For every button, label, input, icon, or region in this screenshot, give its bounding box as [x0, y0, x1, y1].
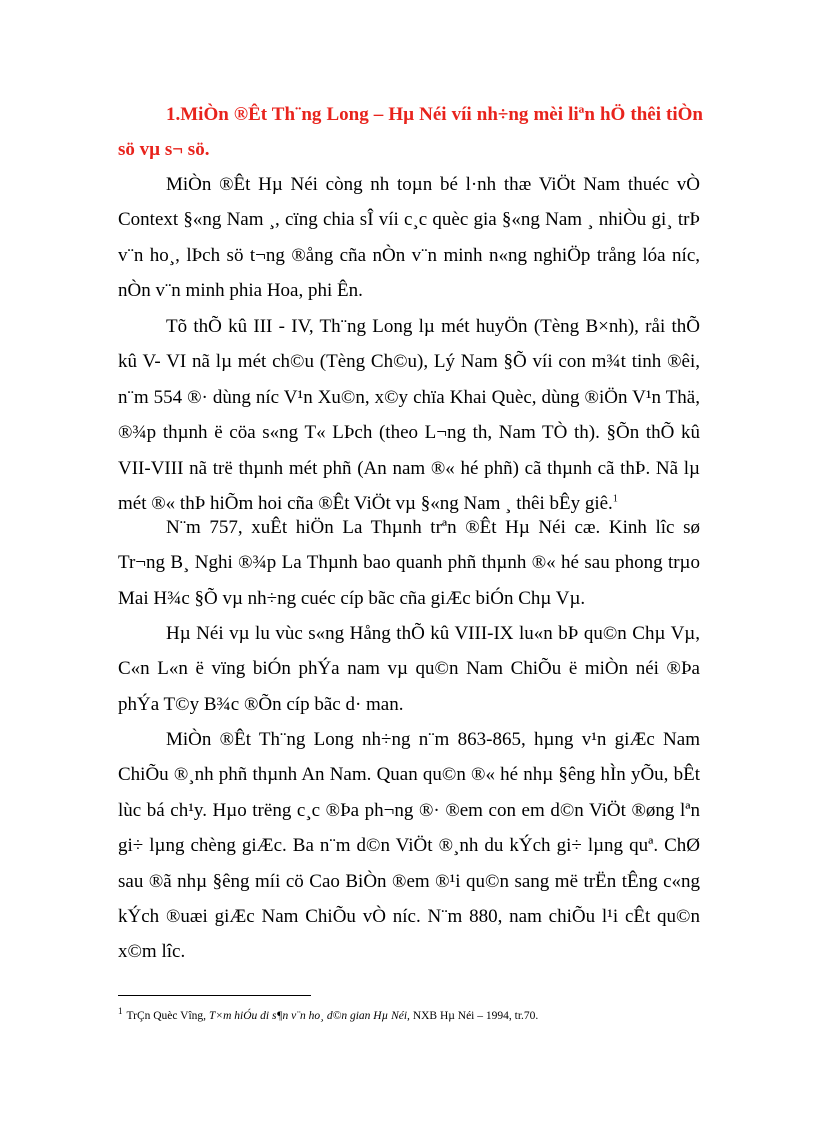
- footnote-reference: 1: [612, 493, 618, 505]
- footnote-title: T×m hiÓu di s¶n v¨n ho¸ d©n gian Hµ Néi,: [208, 1009, 410, 1022]
- section-heading: 1.MiÒn ®Êt Th¨ng Long – Hµ Néi víi nh÷ng mèi liªn hÖ thêi tiÒn sö vµ s¬ sö.: [118, 104, 703, 160]
- paragraph-3: N¨m 757, xuÊt hiÖn La Thµnh trªn ®Êt Hµ Néi cæ. Kinh lîc sø Tr¬ng B¸ Nghi ®¾p La Thµnh bao quanh phñ thµnh ®« hé sau phong trµo Mai H¾c §Õ vµ nh÷ng cuéc cíp bãc cña giÆc biÓn Chµ Vµ.: [118, 517, 700, 609]
- footnote-author: TrÇn Quèc Vîng,: [126, 1009, 209, 1022]
- footnote-publisher: NXB Hµ Néi – 1994, tr.70.: [409, 1009, 539, 1022]
- paragraph-2: [118, 309, 700, 521]
- footnote-separator: [118, 995, 311, 996]
- paragraph-4: Hµ Néi vµ lu vùc s«ng Hång thÕ kû VIII-IX lu«n bÞ qu©n Chµ Vµ, C«n L«n ë vïng biÓn phÝa nam vµ qu©n Nam ChiÕu ë miÒn néi ®Þa phÝa T©y B¾c ®Õn cíp bãc d· man.: [118, 623, 700, 715]
- paragraph-2-text: Tõ thÕ kû III - IV, Th¨ng Long lµ mét huyÖn (Tèng B×nh), råi thÕ kû V- VI nã lµ mét ch©u (Tèng Ch©u), Lý Nam §Õ víi con m¾t tinh ®êi, n¨m 554 ®· dùng níc V¹n Xu©n, x©y chïa Khai Quèc, dùng ®iÖn V¹n Thä, ®¾p thµnh ë cöa s«ng T« LÞch (theo L¬ng th, Nam TÒ th). §Õn thÕ kû VII-VIII nã trë thµnh mét phñ (An nam ®« hé phñ) cã thµnh cã thÞ. Nã lµ mét ®« thÞ hiÕm hoi cña ®Êt ViÖt vµ §«ng Nam ¸ thêi bÊy giê.: [118, 316, 700, 515]
- paragraph-5: MiÒn ®Êt Th¨ng Long nh÷ng n¨m 863-865, hµng v¹n giÆc Nam ChiÕu ®¸nh phñ thµnh An Nam. Quan qu©n ®« hé nhµ §êng hÌn yÕu, bÊt lùc bá ch¹y. Hµo trëng c¸c ®Þa ph¬ng ®· ®em con em d©n ViÖt ®øng lªn gi÷ lµng chèng giÆc. Ba n¨m d©n ViÖt ®¸nh du kÝch gi÷ lµng quª. ChØ sau ®ã nhµ §êng míi cö Cao BiÒn ®em ®¹i qu©n sang më trËn tÊng c«ng kÝch ®uæi giÆc Nam ChiÕu vÒ níc. N¨m 880, nam chiÕu l¹i cÊt qu©n x©m lîc.: [118, 729, 700, 963]
- footnote: [118, 1003, 718, 1024]
- paragraph-1: MiÒn ®Êt Hµ Néi còng nh toµn bé l·nh thæ ViÖt Nam thuéc vÒ Context §«ng Nam ¸, cïng chia sÎ víi c¸c quèc gia §«ng Nam ¸ nhiÒu gi¸ trÞ v¨n ho¸, lÞch sö t¬ng ®ång cña nÒn v¨n minh n«ng nghiÖp trång lóa níc, nÒn v¨n minh phia Hoa, phi Ên.: [118, 174, 700, 302]
- footnote-number: 1: [118, 1006, 123, 1016]
